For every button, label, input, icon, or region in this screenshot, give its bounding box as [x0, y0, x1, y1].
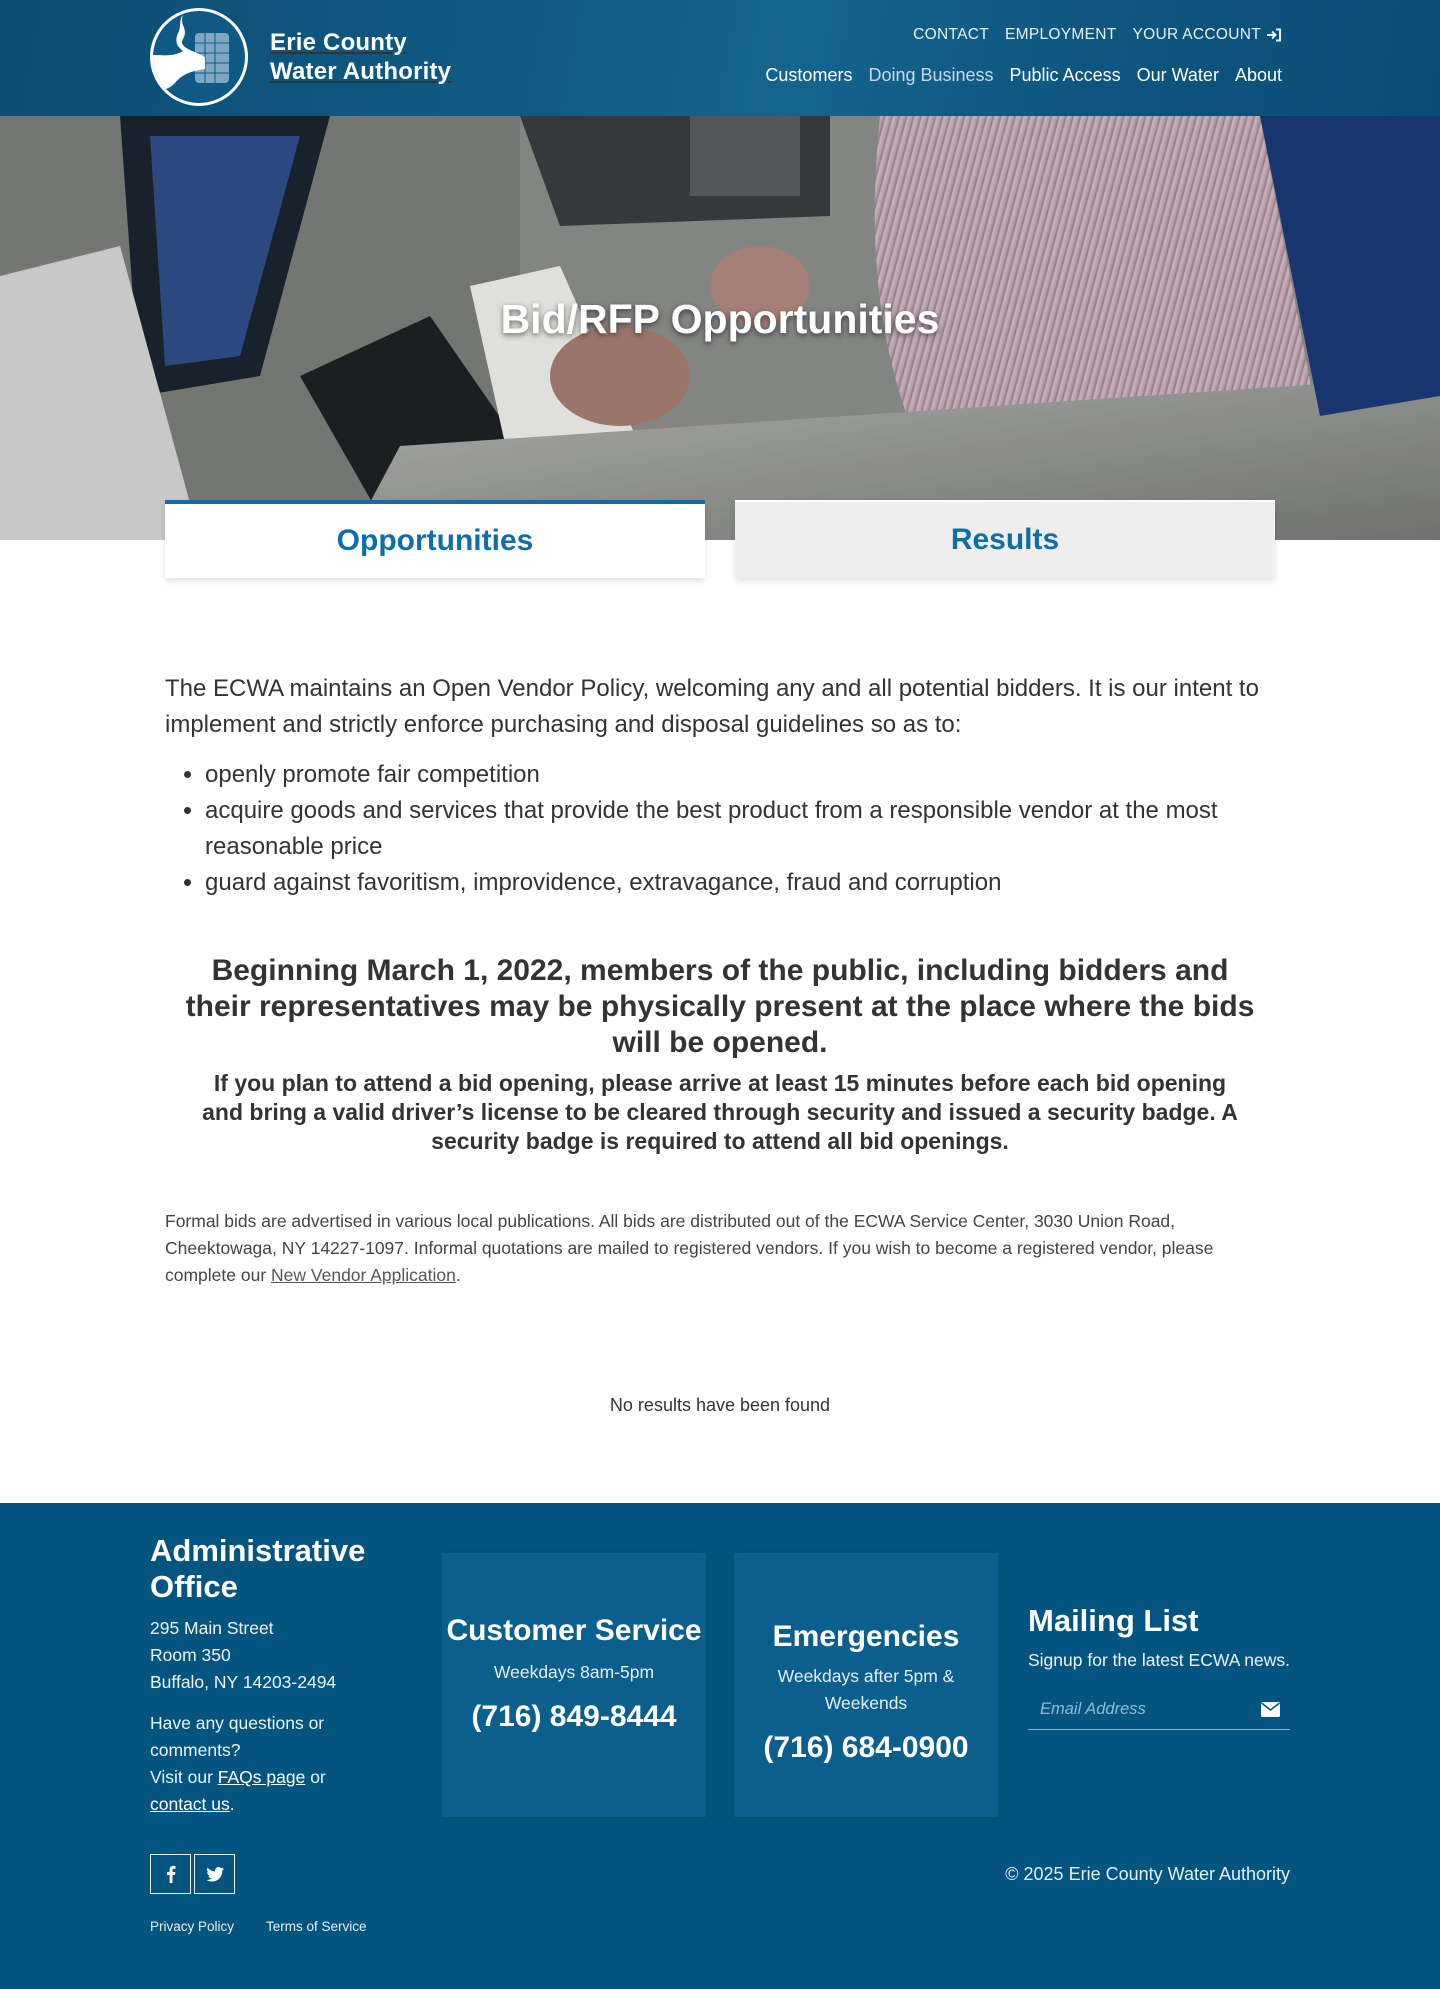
main-nav-public-access[interactable]: Public Access — [1009, 65, 1121, 85]
site-header — [0, 0, 1440, 116]
hero-banner — [0, 116, 1440, 540]
main-content — [165, 578, 1275, 1416]
mailing-list-title: Mailing List — [1028, 1603, 1199, 1638]
tab-bar — [165, 500, 1275, 578]
email-submit-button[interactable] — [1261, 1702, 1280, 1717]
faqs-page-link[interactable]: FAQs page — [217, 1767, 306, 1787]
policy-list — [165, 757, 1275, 901]
main-nav — [765, 65, 1282, 86]
policy-list-item: • openly promote fair competition — [205, 757, 1275, 793]
twitter-link[interactable] — [194, 1854, 235, 1894]
main-nav-doing-business[interactable]: Doing Business — [868, 65, 994, 85]
visit-text: Visit our — [150, 1767, 218, 1787]
period-text: . — [229, 1794, 235, 1814]
email-address-input[interactable] — [1040, 1700, 1240, 1719]
formal-bids-period: . — [455, 1265, 461, 1285]
ecwa-logo-icon — [150, 8, 248, 106]
site-footer — [0, 1503, 1440, 1989]
util-nav-your-account-label: YOUR ACCOUNT — [1132, 26, 1261, 43]
logo-home-link[interactable] — [150, 8, 451, 106]
sign-in-icon — [1266, 28, 1282, 42]
address-line: Room 350 — [150, 1645, 231, 1665]
tab-opportunities[interactable]: Opportunities — [165, 500, 705, 578]
mailing-list-form — [1028, 1690, 1290, 1730]
util-nav-contact[interactable] — [913, 26, 989, 44]
emergencies-title: Emergencies — [772, 1620, 960, 1653]
intro-paragraph: The ECWA maintains an Open Vendor Policy, welcoming any and all potential bidders. It is our intent to implement and strictly enforce purchasing and disposal guidelines so as to: — [165, 675, 1259, 738]
page-title: Bid/RFP Opportunities — [500, 296, 940, 342]
mailing-list — [1028, 1603, 1290, 1730]
admin-questions — [150, 1710, 410, 1818]
notice-subheading: If you plan to attend a bid opening, please arrive at least 15 minutes before each bid opening and bring a valid driver’s license to be cleared through security and issued a security badge. A security badge is required to attend all bid openings. — [202, 1070, 1238, 1154]
mailing-list-description: Signup for the latest ECWA news. — [1028, 1650, 1290, 1670]
bid-opening-notice — [165, 953, 1275, 1156]
notice-heading: Beginning March 1, 2022, members of the public, including bidders and their representatives may be physically present at the place where the bids will be opened. — [185, 954, 1255, 1059]
copyright-text: © 2025 Erie County Water Authority — [1005, 1864, 1290, 1884]
terms-of-service-link[interactable]: Terms of Service — [266, 1919, 367, 1934]
main-nav-customers[interactable]: Customers — [765, 65, 853, 85]
utility-nav — [913, 26, 1282, 44]
logo-line-1: Erie County — [270, 29, 407, 56]
util-nav-contact-label: CONTACT — [913, 26, 989, 43]
logo-line-2: Water Authority — [270, 58, 452, 85]
main-nav-about[interactable]: About — [1234, 65, 1282, 85]
admin-address — [150, 1615, 410, 1696]
customer-service-panel — [442, 1553, 706, 1817]
util-nav-employment-label: EMPLOYMENT — [1005, 26, 1117, 43]
or-text: or — [305, 1767, 326, 1787]
emergencies-panel — [734, 1553, 998, 1817]
util-nav-employment[interactable] — [1005, 26, 1117, 44]
customer-service-hours: Weekdays 8am-5pm — [493, 1662, 655, 1682]
no-results-message: No results have been found — [609, 1395, 831, 1415]
main-nav-our-water[interactable]: Our Water — [1136, 65, 1219, 85]
emergencies-phone[interactable]: (716) 684-0900 — [763, 1731, 969, 1764]
emergencies-hours: Weekdays after 5pm & Weekends — [777, 1666, 955, 1713]
policy-list-item: • acquire goods and services that provide the best product from a responsible vendor at the most reasonable price — [205, 793, 1275, 865]
formal-bids-paragraph — [165, 1208, 1275, 1289]
social-links — [150, 1854, 235, 1894]
new-vendor-application-link[interactable]: New Vendor Application — [271, 1265, 456, 1285]
questions-text: Have any questions or comments? — [150, 1713, 325, 1760]
policy-list-item: • guard against favoritism, improvidence, extravagance, fraud and corruption — [205, 865, 1275, 901]
address-line: 295 Main Street — [150, 1618, 274, 1638]
contact-us-link[interactable]: contact us — [150, 1794, 230, 1814]
logo-text — [270, 28, 451, 86]
facebook-icon — [166, 1865, 176, 1883]
formal-bids-text: Formal bids are advertised in various local publications. All bids are distributed out of the ECWA Service Center, 3030 Union Road, Cheektowaga, NY 14227-1097. Informal quotations are mailed to registered vendors. If you wish to become a registered vendor, please complete our — [165, 1211, 1214, 1285]
customer-service-title: Customer Service — [446, 1614, 702, 1647]
privacy-policy-link[interactable]: Privacy Policy — [150, 1919, 235, 1934]
twitter-icon — [206, 1867, 224, 1882]
customer-service-phone[interactable]: (716) 849-8444 — [471, 1700, 677, 1733]
address-line: Buffalo, NY 14203-2494 — [150, 1672, 337, 1692]
legal-links — [150, 1919, 367, 1934]
admin-office-title: Administrative Office — [150, 1533, 366, 1604]
envelope-icon — [1261, 1702, 1280, 1717]
tab-results[interactable]: Results — [735, 500, 1275, 578]
util-nav-your-account[interactable] — [1133, 26, 1282, 44]
administrative-office — [150, 1533, 410, 1818]
facebook-link[interactable] — [150, 1854, 191, 1894]
